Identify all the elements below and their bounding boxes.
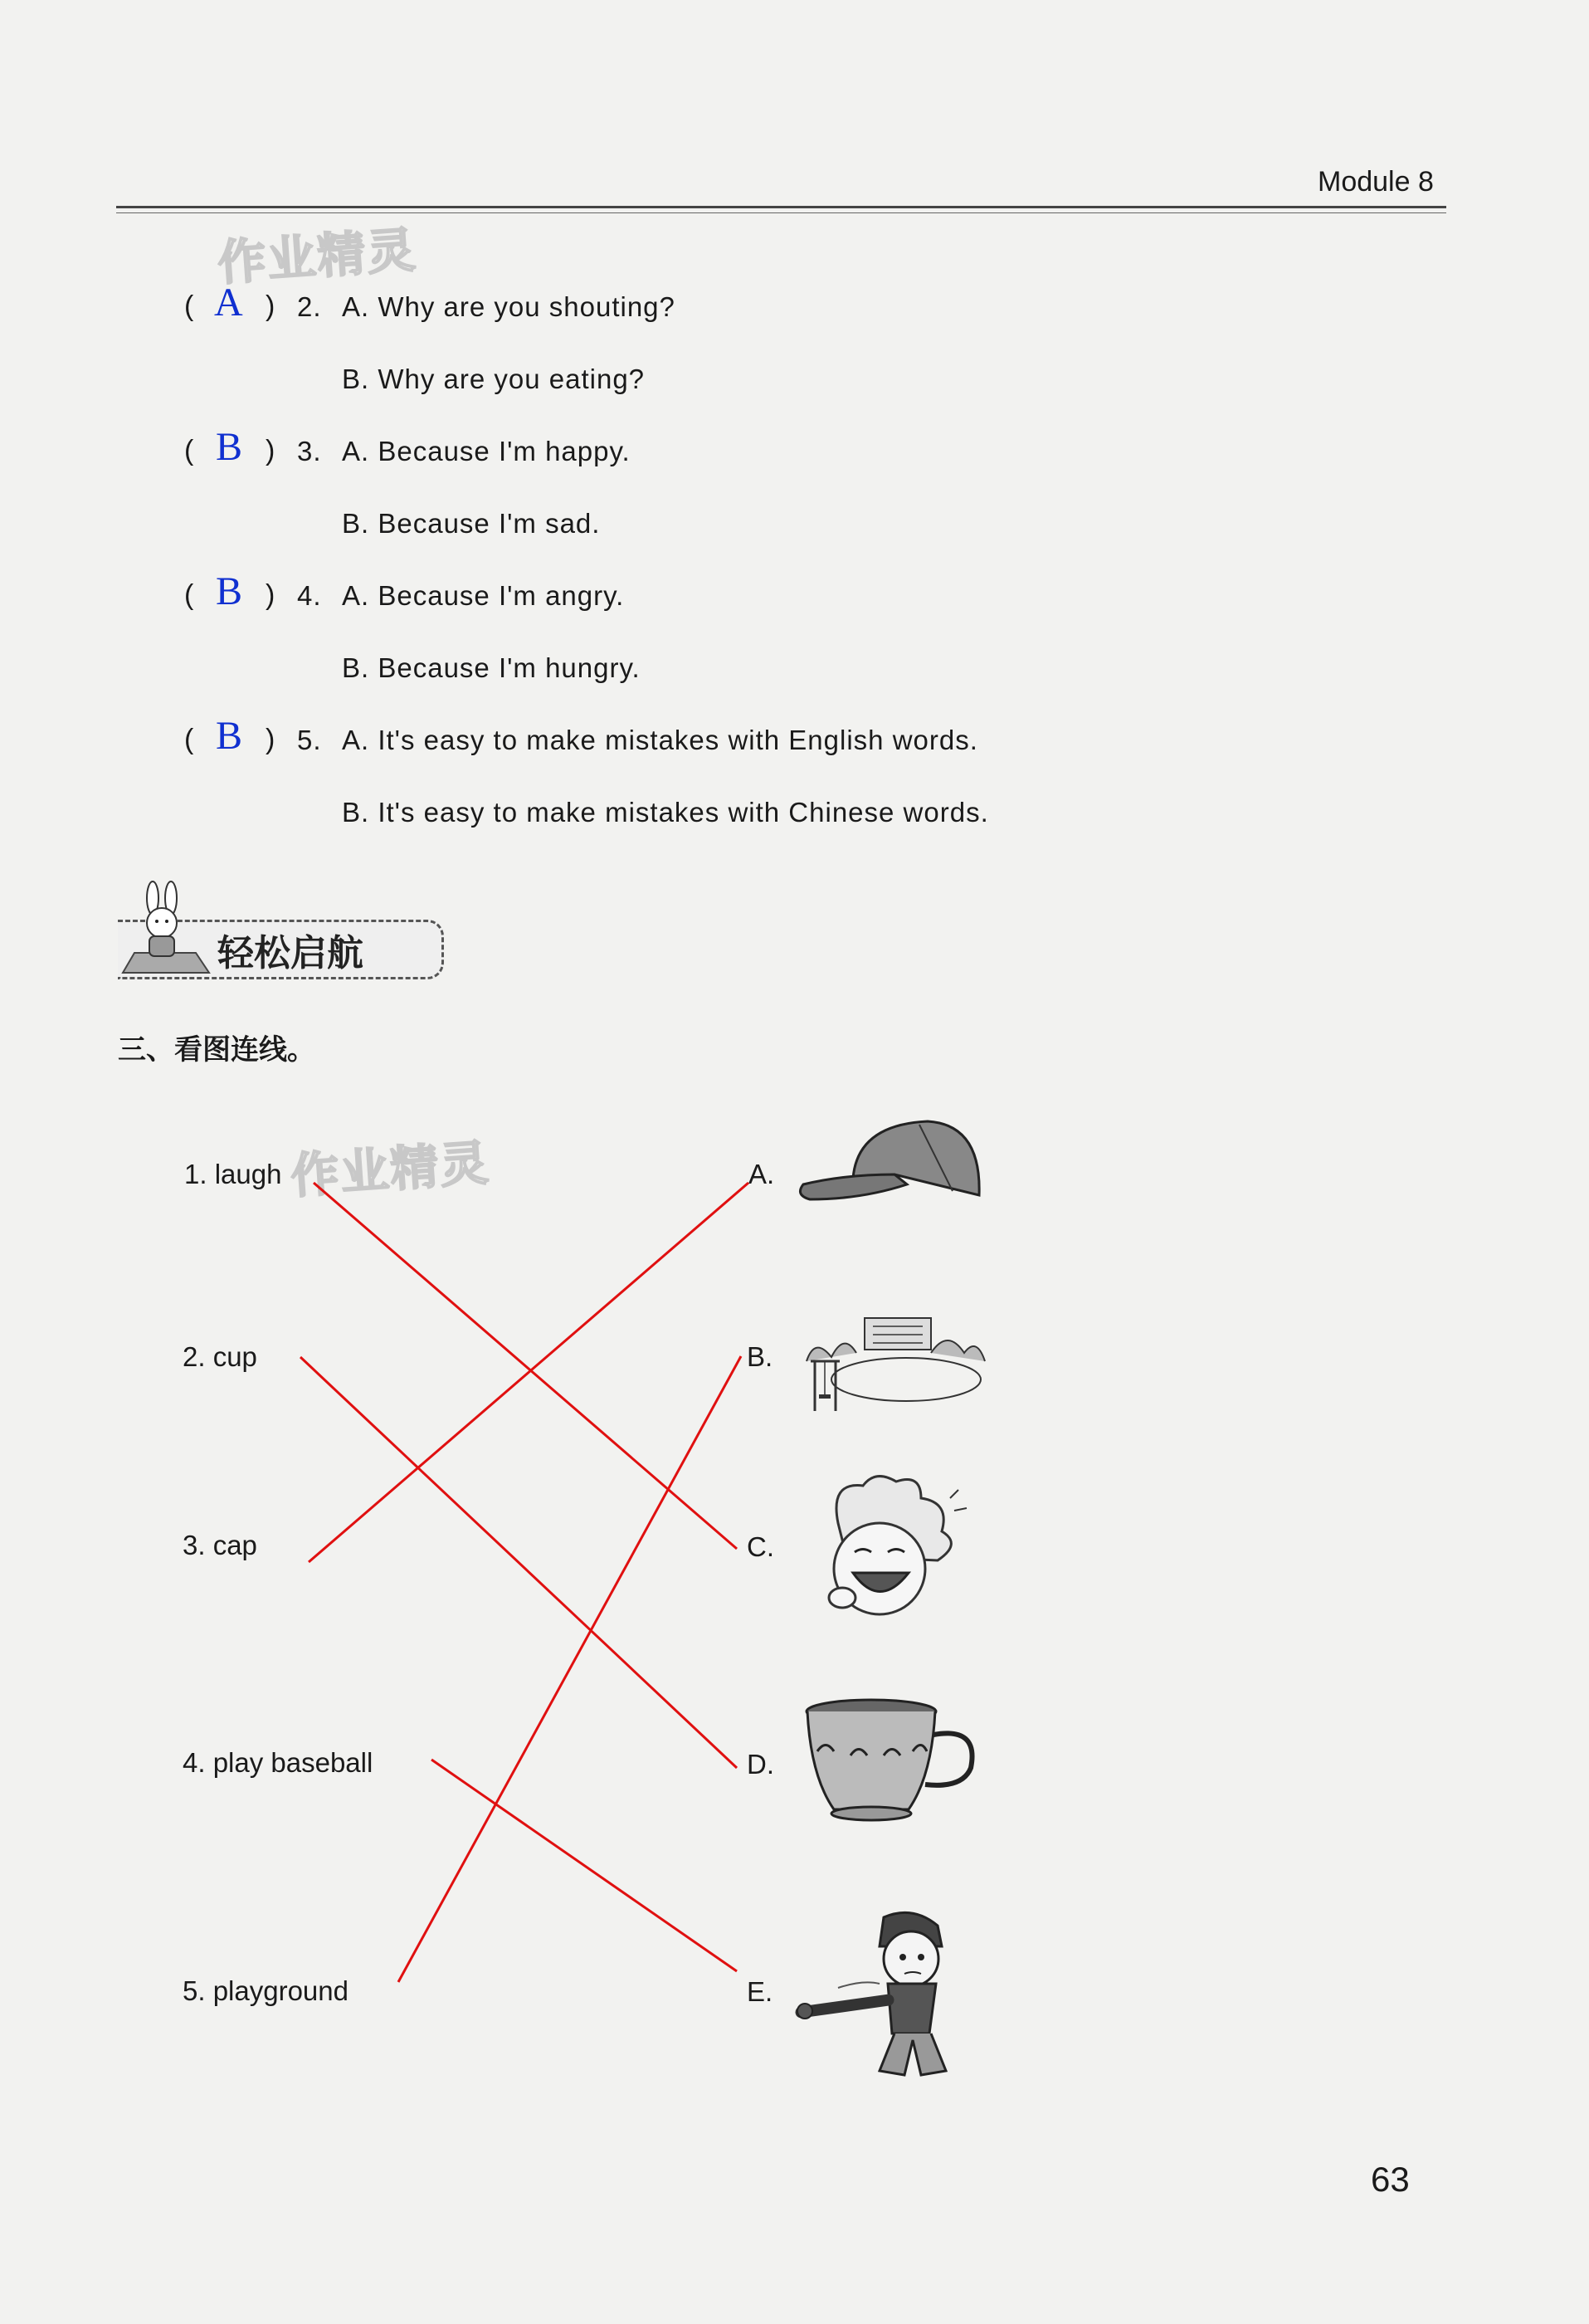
answer-mark: B <box>216 569 243 613</box>
paren-close: ) <box>266 435 275 466</box>
paren-open: ( <box>184 435 194 466</box>
match-right-item: C. <box>747 1531 774 1562</box>
match-line-5-B <box>398 1356 741 1982</box>
paren-open: ( <box>184 579 194 611</box>
question-number: 3. <box>297 436 322 466</box>
match-left-item: 3. cap <box>183 1530 257 1560</box>
question-number: 5. <box>297 725 322 755</box>
match-line-3-A <box>309 1183 748 1562</box>
option-a: A. It's easy to make mistakes with English words. <box>342 725 978 755</box>
answer-mark: B <box>216 714 243 758</box>
match-left-item: 2. cup <box>183 1341 257 1372</box>
option-b: B. Because I'm sad. <box>342 508 601 539</box>
match-line-4-E <box>431 1760 737 1971</box>
paren-open: ( <box>184 290 194 322</box>
paren-close: ) <box>266 579 275 611</box>
paren-close: ) <box>266 290 275 322</box>
watermark: 作业精灵 <box>216 222 419 291</box>
option-a: A. Why are you shouting? <box>342 291 675 322</box>
option-b: B. Because I'm hungry. <box>342 652 641 683</box>
answer-mark: B <box>216 425 243 469</box>
question-number: 2. <box>297 291 322 322</box>
match-left-item: 4. play baseball <box>183 1747 373 1778</box>
answer-mark: A <box>214 281 243 325</box>
match-right-item: D. <box>747 1749 774 1780</box>
section-title: 三、看图连线。 <box>118 1033 315 1067</box>
option-a: A. Because I'm angry. <box>342 580 625 611</box>
option-b: B. It's easy to make mistakes with Chinese words. <box>342 797 989 828</box>
match-line-2-D <box>300 1357 737 1768</box>
question-number: 4. <box>297 580 322 611</box>
match-right-item: A. <box>748 1159 775 1189</box>
paren-close: ) <box>266 724 275 755</box>
option-a: A. Because I'm happy. <box>342 436 631 466</box>
match-left-item: 1. laugh <box>184 1159 282 1189</box>
page-number: 63 <box>1371 2160 1410 2199</box>
match-right-item: E. <box>747 1976 773 2007</box>
option-b: B. Why are you eating? <box>342 364 646 394</box>
watermark: 作业精灵 <box>289 1135 492 1204</box>
module-header: Module 8 <box>1318 166 1434 198</box>
match-right-item: B. <box>747 1341 773 1372</box>
match-line-1-C <box>314 1183 737 1549</box>
banner-title: 轻松启航 <box>217 932 363 974</box>
paren-open: ( <box>184 724 194 755</box>
match-left-item: 5. playground <box>183 1975 349 2006</box>
